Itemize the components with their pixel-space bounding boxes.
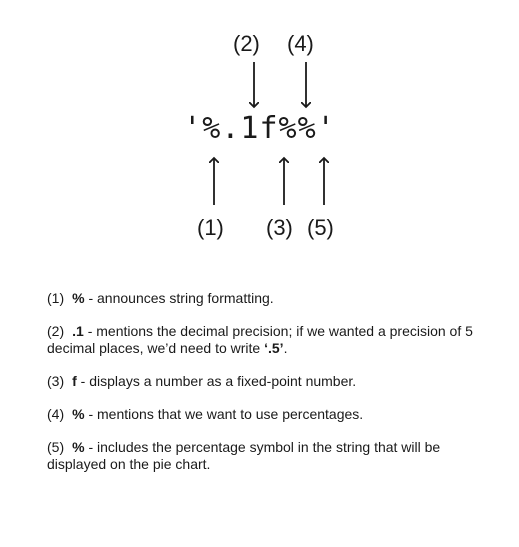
note-number: (5) xyxy=(47,439,65,455)
note-4 xyxy=(47,406,497,423)
notes-list xyxy=(47,290,497,489)
note-1 xyxy=(47,290,497,307)
format-string: '%.1f%%' xyxy=(183,111,336,146)
note-2 xyxy=(47,323,497,357)
note-text: - includes the percentage symbol in the string that will be displayed on the pie chart. xyxy=(47,439,441,472)
note-code-example: ‘.5’ xyxy=(264,340,284,356)
note-code: % xyxy=(72,439,85,455)
label-3: (3) xyxy=(266,215,293,240)
note-code: % xyxy=(72,406,85,422)
note-5 xyxy=(47,439,497,473)
note-text: - mentions the decimal precision; if we wanted a precision of 5 decimal places, we’d need to write xyxy=(47,323,473,356)
note-number: (3) xyxy=(47,373,65,389)
note-tail: . xyxy=(283,340,288,356)
note-number: (2) xyxy=(47,323,65,339)
note-text: - announces string formatting. xyxy=(84,290,274,306)
label-1: (1) xyxy=(197,215,224,240)
format-diagram xyxy=(0,0,519,260)
note-code: f xyxy=(72,373,77,389)
note-code: % xyxy=(72,290,85,306)
arrows xyxy=(0,0,519,260)
note-text: - mentions that we want to use percentages. xyxy=(84,406,364,422)
note-number: (4) xyxy=(47,406,65,422)
note-code: .1 xyxy=(72,323,84,339)
label-5: (5) xyxy=(307,215,334,240)
label-4: (4) xyxy=(287,31,314,56)
note-text: - displays a number as a fixed-point number. xyxy=(76,373,357,389)
note-number: (1) xyxy=(47,290,65,306)
label-2: (2) xyxy=(233,31,260,56)
note-3 xyxy=(47,373,497,390)
